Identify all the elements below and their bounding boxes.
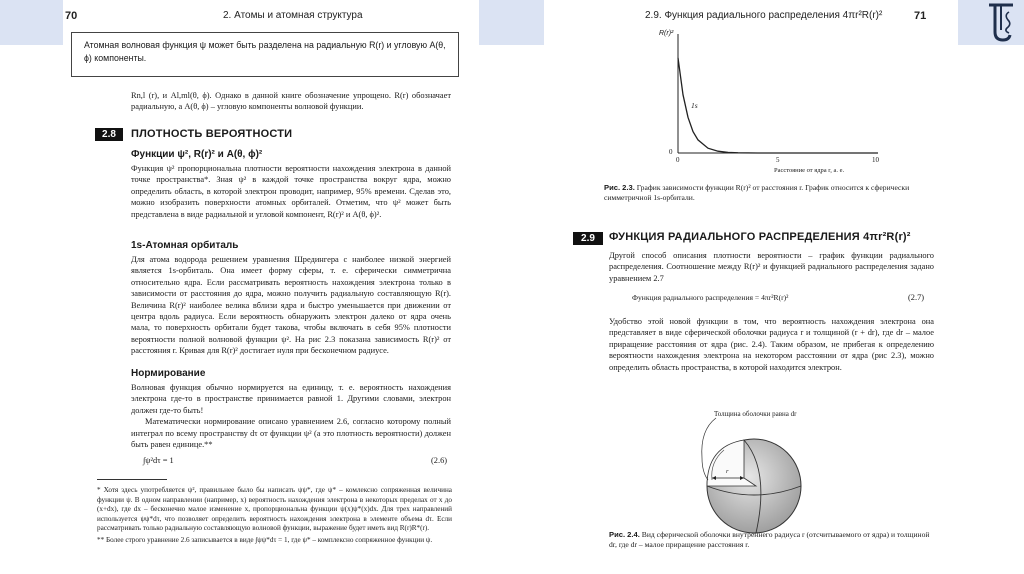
chart-y-label: R(r)² [659, 30, 674, 37]
corner-block-left [0, 0, 63, 45]
equation-2-7: Функция радиального распределения = 4πr²R(r)² [632, 293, 789, 302]
normalization-paragraph-1: Волновая функция обычно нормируется на единицу, т. е. вероятность нахождения электрона где-то в пространстве принимается равной 1. Другими словами, электрон должен где-то быть! [131, 383, 451, 415]
section-badge-2-9: 2.9 [573, 232, 603, 245]
footnote-1: * Хотя здесь употребляется ψ², правильнее было бы написать ψψ*, где ψ* – комлексно сопряженная величина функции ψ. В одном направлении (например, x) вероятность нахождения электрона в некоторых пределах от x до (x+dx), где dx – бесконечно малое изменение x, пропорциональна функции ψ(x)ψ*(x)dx. Для трех направлений используется ψψ*dτ, что позволяет определить вероятность нахождения электрона в элементе объема dτ. Если рассматривать только радиальную составляющую волновой функции, выражение будет иметь вид R(r)R*(r). [97, 486, 452, 533]
logo [985, 2, 1017, 42]
figure-2-4-caption [609, 530, 934, 551]
corner-block-middle [479, 0, 544, 45]
footnote-divider [97, 479, 167, 480]
sphere-illustration [644, 410, 804, 540]
subsection-title-normalization: Нормирование [131, 368, 206, 379]
chart-x-tick-10: 10 [872, 156, 879, 164]
figure-2-4-sphere [644, 410, 804, 540]
running-header-left: 2. Атомы и атомная структура [223, 10, 363, 21]
figure-2-4-text: Вид сферической оболочки внутреннего радиуса r (отсчитываемого от ядра) и толщиной dr, где dr – малое приращение расстояния r. [609, 530, 930, 550]
chart-x-tick-5: 5 [776, 156, 780, 164]
intro-text: Rn,l (r), и Al,ml(θ, ϕ). Однако в данной книге обозначение упрощено. R(r) обозначает радиальную, а A(θ, ϕ) – угловую компоненты волновой функции. [131, 91, 451, 112]
logo-icon [985, 2, 1017, 42]
figure-2-4-label: Рис. 2.4. [609, 530, 640, 539]
figure-2-3-caption [604, 183, 934, 204]
equation-number-2-6: (2.6) [431, 456, 448, 465]
intro-paragraph [131, 90, 451, 113]
footnote-2: ** Более строго уравнение 2.6 записывается в виде ∫ψψ*dτ = 1, где ψ* – комплексно сопряженное функции ψ. [97, 536, 433, 544]
equation-number-2-7: (2.7) [908, 293, 925, 302]
chart-x-tick-0: 0 [676, 156, 680, 164]
boxed-note-text: Атомная волновая функция ψ может быть разделена на радиальную R(r) и угловую A(θ, ϕ) компоненты. [84, 40, 446, 63]
left-page [63, 0, 479, 574]
normalization-paragraph-2: Математически нормирование описано уравнением 2.6, согласно которому полный интеграл по всему пространству dτ от функции ψ² (а это плотность вероятности) должен быть равен единице.** [131, 417, 451, 450]
section-title-2-8: ПЛОТНОСТЬ ВЕРОЯТНОСТИ [131, 128, 293, 140]
equation-2-6: ∫ψ²dτ = 1 [143, 456, 174, 465]
radial-paragraph-1-text: Другой способ описания плотности вероятности – график функции радиального распределения. Соотношение между R(r)² и функцией радиального распределения задано уравнением 2.7 [609, 251, 934, 283]
boxed-note [71, 32, 459, 77]
chart-y-tick-0: 0 [669, 148, 673, 156]
radius-label: r [726, 468, 729, 475]
running-header-right: 2.9. Функция радиального распределения 4πr²R(r)² [645, 10, 883, 21]
section-title-2-9: ФУНКЦИЯ РАДИАЛЬНОГО РАСПРЕДЕЛЕНИЯ 4πr²R(r)² [609, 231, 911, 243]
figure-2-3-chart [654, 28, 894, 178]
chart-x-label: Расстояние от ядра r, а. е. [774, 167, 845, 174]
chart-plot [654, 28, 894, 178]
radial-paragraph-2-text: Удобство этой новой функции в том, что вероятность нахождения электрона она представляет в виде сферической оболочки радиуса r и толщиной (r + dr), где dr – малое приращение расстояния от ядра (рис. 2.4). Таким образом, не прибегая к определению вероятности нахождения электрона на некотором расстоянии от ядра (рис 2.3), можно определить область пространства, в которой находится электрон. [609, 317, 934, 372]
chart-series-label: 1s [691, 101, 698, 110]
subsection-text-normalization [131, 382, 451, 450]
page-number-right: 71 [914, 10, 927, 22]
subsection-text-functions [131, 163, 451, 220]
subsection-text-1s [131, 254, 451, 357]
page-number-left: 70 [65, 10, 78, 22]
subsection-title-functions: Функции ψ², R(r)² и A(θ, ϕ)² [131, 149, 263, 160]
shell-thickness-annotation: Толщина оболочки равна dr [714, 410, 797, 418]
subsection-title-1s: 1s-Атомная орбиталь [131, 240, 239, 251]
orbital-paragraph: Для атома водорода решением уравнения Шредингера с наиболее низкой энергией является 1s-орбиталь. Она имеет форму сферы, т. е. сферически симметрична относительно ядра. Если рассматривать вероятность нахождения электрона только в зависимости от расстояния до ядра, можно получить радиальную составляющую R(r). Величина R(r)² наиболее велика вблизи ядра и быстро уменьшается при движении от центра вдоль радиуса. Если вероятность обнаружить электрон далеко от ядра очень мала, то поверхность орбитали будет такова, чтобы включать в себя 95% плотности вероятности полной волновой функции ψ². На рис 2.3 показана зависимость R(r)² от расстояния r. Кривая для R(r)² достигает нуля при бесконечном радиусе. [131, 255, 451, 356]
figure-2-3-label: Рис. 2.3. [604, 183, 635, 192]
functions-paragraph: Функция ψ² пропорциональна плотности вероятности нахождения электрона в данной точке пространства*. Зная ψ² в каждой точке пространства вокруг ядра, можно определить область, в которой электрон проводит, например, 95% времени. Сделав это, можно изобразить поверхности атомных орбиталей. Отметим, что ψ² может быть представлена в виде радиальной и угловой компонент, R(r)² и A(θ, ϕ)². [131, 164, 451, 219]
figure-2-3-text: График зависимости функции R(r)² от расстояния r. График относится к сферически симметричной 1s-орбитали. [604, 183, 910, 203]
radial-paragraph-2 [609, 316, 934, 373]
right-page [544, 0, 958, 574]
section-badge-2-8: 2.8 [95, 128, 123, 141]
radial-paragraph-1 [609, 250, 934, 284]
